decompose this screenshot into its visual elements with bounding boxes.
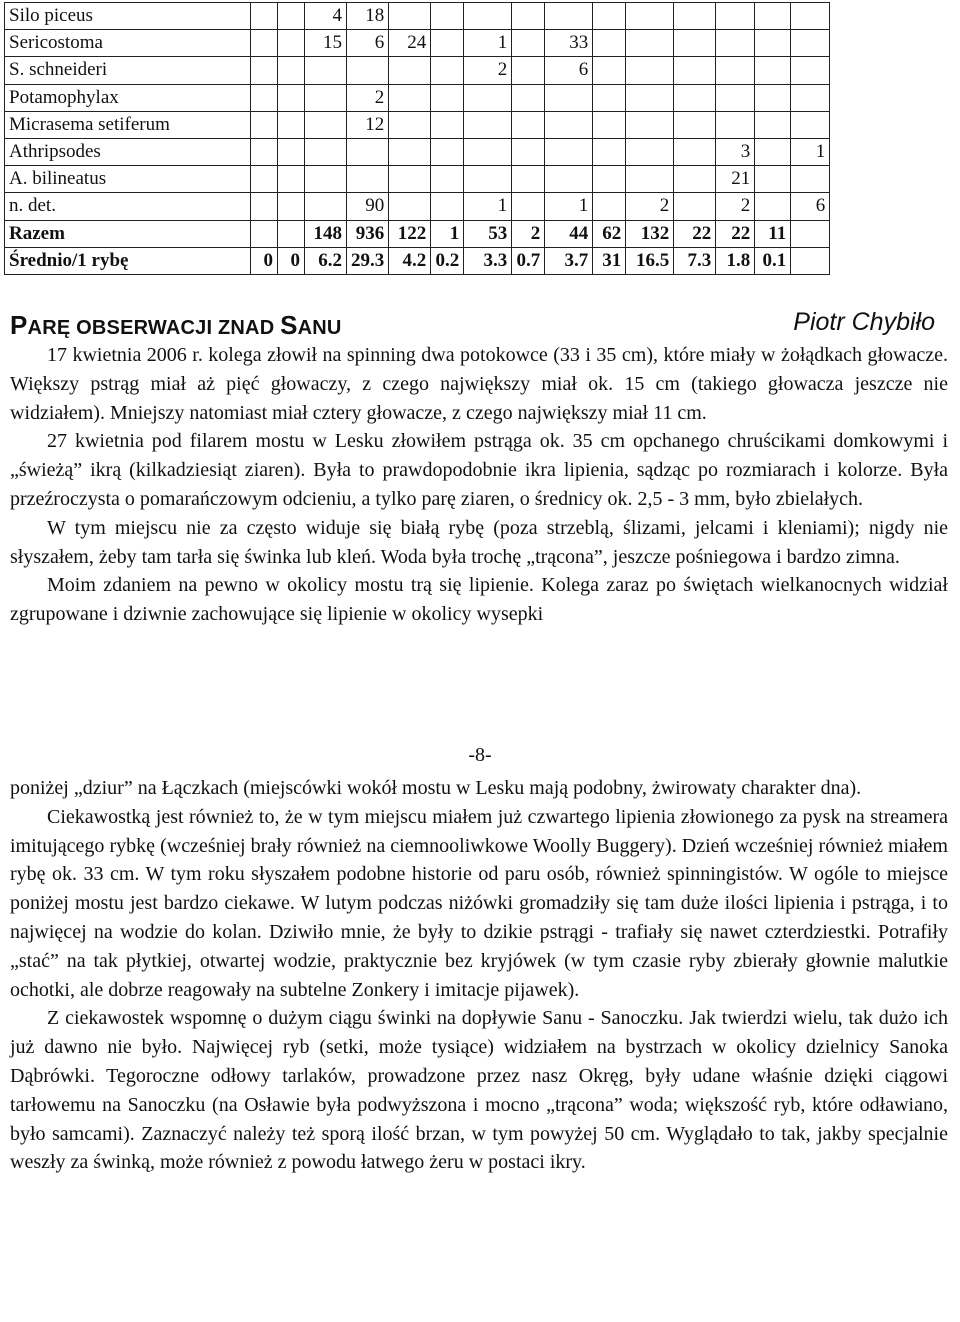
table-cell bbox=[389, 111, 431, 138]
table-cell bbox=[305, 57, 347, 84]
table-row bbox=[5, 220, 830, 247]
table-cell bbox=[545, 3, 593, 30]
table-cell bbox=[512, 166, 545, 193]
table-cell: 44 bbox=[545, 220, 593, 247]
table-cell: 3.7 bbox=[545, 247, 593, 274]
table-cell bbox=[674, 3, 716, 30]
table-cell bbox=[389, 193, 431, 220]
table-row bbox=[5, 138, 830, 165]
table-row bbox=[5, 84, 830, 111]
table-cell: 3.3 bbox=[464, 247, 512, 274]
table-cell bbox=[278, 30, 305, 57]
data-table bbox=[4, 2, 830, 275]
table-cell bbox=[431, 84, 464, 111]
table-cell bbox=[278, 111, 305, 138]
table-cell bbox=[251, 220, 278, 247]
table-cell bbox=[593, 138, 626, 165]
table-cell: 1.8 bbox=[716, 247, 755, 274]
table-cell bbox=[716, 111, 755, 138]
table-cell bbox=[512, 30, 545, 57]
table-cell bbox=[791, 166, 830, 193]
table-cell: 148 bbox=[305, 220, 347, 247]
table-cell bbox=[545, 84, 593, 111]
table-cell bbox=[389, 57, 431, 84]
table-cell bbox=[464, 3, 512, 30]
table-cell bbox=[512, 138, 545, 165]
table-cell bbox=[305, 166, 347, 193]
table-cell: 6 bbox=[791, 193, 830, 220]
row-label: n. det. bbox=[5, 193, 251, 220]
table-cell bbox=[251, 138, 278, 165]
table-cell bbox=[305, 193, 347, 220]
table-row bbox=[5, 3, 830, 30]
table-cell bbox=[593, 111, 626, 138]
table-cell bbox=[431, 111, 464, 138]
table-cell: 11 bbox=[755, 220, 791, 247]
table-cell: 21 bbox=[716, 166, 755, 193]
table-cell bbox=[347, 138, 389, 165]
table-cell bbox=[251, 193, 278, 220]
table-cell: 0 bbox=[251, 247, 278, 274]
table-cell bbox=[791, 30, 830, 57]
table-cell: 1 bbox=[431, 220, 464, 247]
table-cell bbox=[755, 30, 791, 57]
table-cell bbox=[251, 84, 278, 111]
table-cell bbox=[431, 138, 464, 165]
table-cell bbox=[755, 193, 791, 220]
table-cell: 12 bbox=[347, 111, 389, 138]
table-cell: 4.2 bbox=[389, 247, 431, 274]
table-cell bbox=[389, 3, 431, 30]
article-body-bottom bbox=[10, 774, 948, 1177]
table-cell bbox=[347, 166, 389, 193]
row-label: Athripsodes bbox=[5, 138, 251, 165]
table-cell bbox=[716, 3, 755, 30]
table-cell bbox=[755, 84, 791, 111]
table-cell bbox=[593, 3, 626, 30]
table-cell bbox=[593, 166, 626, 193]
table-cell bbox=[545, 138, 593, 165]
table-cell: 122 bbox=[389, 220, 431, 247]
table-cell bbox=[305, 138, 347, 165]
table-cell bbox=[674, 57, 716, 84]
table-cell bbox=[791, 247, 830, 274]
table-cell bbox=[278, 57, 305, 84]
table-cell bbox=[512, 3, 545, 30]
table-cell: 6 bbox=[347, 30, 389, 57]
table-cell: 0 bbox=[278, 247, 305, 274]
table-cell: 7.3 bbox=[674, 247, 716, 274]
table-cell: 132 bbox=[626, 220, 674, 247]
row-label: S. schneideri bbox=[5, 57, 251, 84]
table-cell: 22 bbox=[716, 220, 755, 247]
row-label: Średnio/1 rybę bbox=[5, 247, 251, 274]
table-cell: 1 bbox=[791, 138, 830, 165]
table-cell bbox=[464, 166, 512, 193]
table-cell bbox=[626, 166, 674, 193]
table-cell: 2 bbox=[464, 57, 512, 84]
table-cell bbox=[716, 30, 755, 57]
table-cell: 29.3 bbox=[347, 247, 389, 274]
table-cell bbox=[464, 138, 512, 165]
table-cell bbox=[626, 3, 674, 30]
table-cell: 1 bbox=[545, 193, 593, 220]
table-cell bbox=[305, 111, 347, 138]
table-cell bbox=[389, 84, 431, 111]
table-cell bbox=[389, 138, 431, 165]
row-label: A. bilineatus bbox=[5, 166, 251, 193]
table-cell bbox=[512, 84, 545, 111]
table-cell: 3 bbox=[716, 138, 755, 165]
table-cell: 22 bbox=[674, 220, 716, 247]
paragraph: 17 kwietnia 2006 r. kolega złowił na spinning dwa potokowce (33 i 35 cm), które miały w żołądkach głowacze. Większy pstrąg miał aż pięć głowaczy, z czego największy miał ok. 15 cm (takiego głowacza jeszcze nie widziałem). Mniejszy natomiast miał cztery głowacze, z czego największy miał 11 cm. bbox=[10, 344, 948, 424]
table-row bbox=[5, 247, 830, 274]
table-cell bbox=[593, 30, 626, 57]
table-cell bbox=[251, 30, 278, 57]
table-cell: 0.2 bbox=[431, 247, 464, 274]
table-cell bbox=[251, 166, 278, 193]
table-cell: 6.2 bbox=[305, 247, 347, 274]
table-cell bbox=[305, 84, 347, 111]
table-cell bbox=[674, 193, 716, 220]
table-cell: 16.5 bbox=[626, 247, 674, 274]
table-cell: 0.1 bbox=[755, 247, 791, 274]
table-cell bbox=[791, 84, 830, 111]
table-cell bbox=[512, 193, 545, 220]
table-cell bbox=[389, 166, 431, 193]
table-cell bbox=[431, 193, 464, 220]
table-cell bbox=[674, 111, 716, 138]
row-label: Silo piceus bbox=[5, 3, 251, 30]
paragraph: W tym miejscu nie za często widuje się białą rybę (poza strzeblą, ślizami, jelcami i kleniami); nigdy nie słyszałem, żeby tam tarła się świnka lub kleń. Woda była trochę „trącona”, jeszcze pośniegowa i bardzo zimna. bbox=[10, 516, 948, 568]
table-cell bbox=[251, 111, 278, 138]
table-row bbox=[5, 57, 830, 84]
table-cell bbox=[512, 57, 545, 84]
row-label: Sericostoma bbox=[5, 30, 251, 57]
article-title: PARĘ OBSERWACJI ZNAD SANU bbox=[10, 310, 342, 340]
table-cell bbox=[464, 84, 512, 111]
article-author: Piotr Chybiło bbox=[793, 308, 935, 336]
table-cell bbox=[431, 57, 464, 84]
table-cell: 18 bbox=[347, 3, 389, 30]
article-body-top bbox=[10, 341, 948, 629]
table-cell bbox=[626, 57, 674, 84]
table-cell: 62 bbox=[593, 220, 626, 247]
table-cell bbox=[251, 3, 278, 30]
table-cell bbox=[431, 30, 464, 57]
table-cell bbox=[716, 57, 755, 84]
table-cell bbox=[791, 111, 830, 138]
table-cell bbox=[593, 84, 626, 111]
table-cell bbox=[755, 3, 791, 30]
paragraph: 27 kwietnia pod filarem mostu w Lesku złowiłem pstrąga ok. 35 cm opchanego chruścikami domkowymi i „świeżą” ikrą (kilkadziesiąt ziaren). Była to prawdopodobnie ikra lipienia, sądząc po rozmiarach i kolorze. Była przeźroczysta o pomarańczowym odcieniu, a tylko parę ziaren, o średnicy ok. 2,5 - 3 mm, było zbielałych. bbox=[10, 430, 948, 510]
row-label: Micrasema setiferum bbox=[5, 111, 251, 138]
table-cell bbox=[464, 111, 512, 138]
table-cell bbox=[278, 166, 305, 193]
table-cell bbox=[755, 57, 791, 84]
table-cell bbox=[626, 138, 674, 165]
table-cell bbox=[755, 166, 791, 193]
table-cell bbox=[674, 84, 716, 111]
table-cell bbox=[626, 84, 674, 111]
table-cell bbox=[278, 84, 305, 111]
article-heading bbox=[10, 310, 935, 342]
table-cell bbox=[755, 111, 791, 138]
table-cell: 2 bbox=[626, 193, 674, 220]
table-cell bbox=[755, 138, 791, 165]
table-cell: 33 bbox=[545, 30, 593, 57]
table-cell: 4 bbox=[305, 3, 347, 30]
table-cell: 1 bbox=[464, 30, 512, 57]
paragraph: poniżej „dziur” na Łączkach (miejscówki wokół mostu w Lesku mają podobny, żwirowaty charakter dna). bbox=[10, 777, 862, 799]
table-cell: 1 bbox=[464, 193, 512, 220]
table-cell bbox=[545, 166, 593, 193]
table-cell bbox=[545, 111, 593, 138]
table-cell: 6 bbox=[545, 57, 593, 84]
table-cell bbox=[593, 193, 626, 220]
table-cell bbox=[791, 3, 830, 30]
table-cell bbox=[791, 220, 830, 247]
table-cell: 53 bbox=[464, 220, 512, 247]
paragraph: Moim zdaniem na pewno w okolicy mostu trą się lipienie. Kolega zaraz po świętach wielkanocnych widział zgrupowane i dziwnie zachowujące się lipienie w okolicy wysepki bbox=[10, 574, 948, 626]
table-cell bbox=[674, 30, 716, 57]
table-cell bbox=[512, 111, 545, 138]
table-cell: 15 bbox=[305, 30, 347, 57]
table-cell bbox=[278, 138, 305, 165]
table-cell bbox=[251, 57, 278, 84]
table-cell bbox=[431, 166, 464, 193]
table-cell bbox=[431, 3, 464, 30]
table-cell bbox=[716, 84, 755, 111]
table-cell: 2 bbox=[716, 193, 755, 220]
table-cell bbox=[791, 57, 830, 84]
row-label: Razem bbox=[5, 220, 251, 247]
table-cell bbox=[278, 193, 305, 220]
table-cell: 2 bbox=[512, 220, 545, 247]
table-cell bbox=[626, 111, 674, 138]
page-number: -8- bbox=[468, 744, 492, 766]
paragraph: Ciekawostką jest również to, że w tym miejscu miałem już czwartego lipienia złowionego za pysk na streamera imitującego rybkę (wcześniej brały również na ciemnooliwkowe Woolly Buggery). Dzień wcześniej również miałem rybę ok. 33 cm. W tym roku słyszałem podobne historie od paru osób, również spinningistów. W ogóle to miejsce poniżej mostu jest bardzo ciekawe. W lutym podczas niżówki gromadziły się tam duże ilości lipienia i pstrąga, i to najwięcej na wodzie do kolan. Dziwiło mnie, że były to dzikie pstrągi - trafiały się nawet czterdziestki. Potrafiły „stać” na tak płytkiej, otwartej wodzie, praktycznie bez kryjówek (w tym czasie ryby zbierały głownie malutkie ochotki, ale dobrze reagowały na subtelne Zonkery i imitacje pijawek). bbox=[10, 805, 948, 1001]
table-row bbox=[5, 193, 830, 220]
table-cell bbox=[278, 220, 305, 247]
table-row bbox=[5, 30, 830, 57]
table-row bbox=[5, 111, 830, 138]
table-cell bbox=[278, 3, 305, 30]
table-cell bbox=[347, 57, 389, 84]
table-cell: 2 bbox=[347, 84, 389, 111]
table-cell: 936 bbox=[347, 220, 389, 247]
table-row bbox=[5, 166, 830, 193]
table-cell: 24 bbox=[389, 30, 431, 57]
table-cell bbox=[626, 30, 674, 57]
table-cell: 0.7 bbox=[512, 247, 545, 274]
table-cell: 90 bbox=[347, 193, 389, 220]
table-cell bbox=[674, 166, 716, 193]
table-cell bbox=[593, 57, 626, 84]
table-cell bbox=[674, 138, 716, 165]
table-cell: 31 bbox=[593, 247, 626, 274]
paragraph: Z ciekawostek wspomnę o dużym ciągu świnki na dopływie Sanu - Sanoczku. Jak twierdzi wielu, tak dużo ich już dawno nie było. Najwięcej ryb (setki, może tysiące) widziałem na bystrzach w okolicy dzielnicy Sanoka Dąbrówki. Tegoroczne odłowy tarlaków, prowadzone przez nasz Okręg, były udane właśnie dzięki ciągowi tarłowemu na Sanoczku (na Osławie była podwyższona i mocno „trącona” woda; większość ryb, które odławiano, było samcami). Zaznaczyć należy też sporą ilość brzan, w tym powyżej 50 cm. Wyglądało to tak, jakby specjalnie weszły za świnką, może również z powodu łatwego żeru w postaci ikry. bbox=[10, 1007, 948, 1174]
row-label: Potamophylax bbox=[5, 84, 251, 111]
